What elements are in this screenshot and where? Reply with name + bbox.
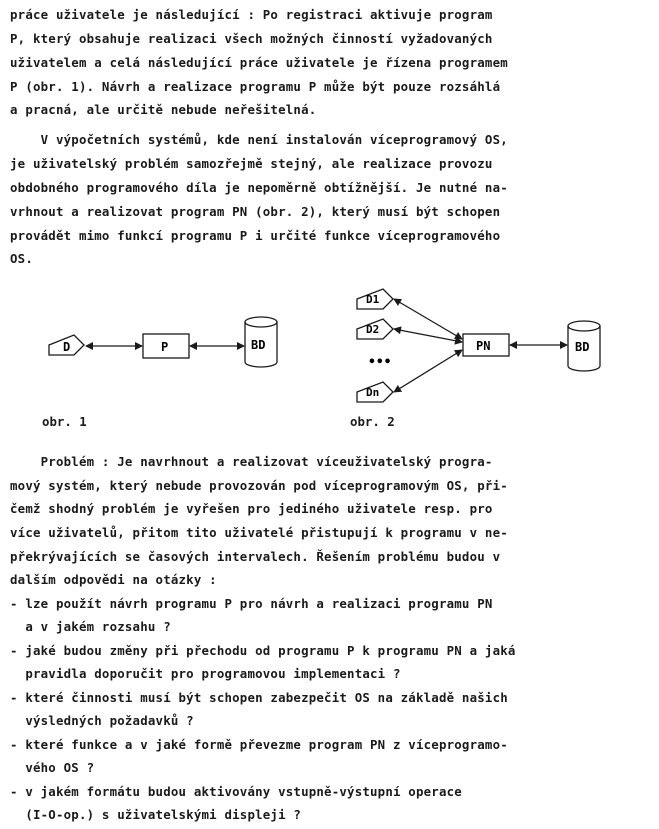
- para2-line: obdobného programového díla je nepoměrně obtížnější. Je nutné na-: [10, 180, 508, 195]
- para3-line: čemž shodný problém je vyřešen pro jediného uživatele resp. pro: [10, 501, 493, 516]
- fig1-caption: obr. 1: [42, 414, 87, 429]
- question-line: výsledných požadavků ?: [10, 713, 194, 728]
- question-line: pravidla doporučit pro programovou implementaci ?: [10, 666, 401, 681]
- fig2-program-label: PN: [476, 339, 491, 353]
- fig2-display-2-label: D2: [366, 323, 380, 336]
- para2-line: vrhnout a realizovat program PN (obr. 2), který musí být schopen: [10, 204, 501, 219]
- question-line: a v jakém rozsahu ?: [10, 619, 171, 634]
- question-line: vého OS ?: [10, 760, 95, 775]
- question-line: - které činnosti musí být schopen zabezpečit OS na základě našich: [10, 690, 508, 705]
- fig2-caption: obr. 2: [350, 414, 395, 429]
- fig1-program-label: P: [161, 340, 169, 354]
- figures: [0, 282, 659, 432]
- para3-line: mový systém, který nebude provozován pod víceprogramovým OS, při-: [10, 478, 508, 493]
- question-line: - v jakém formátu budou aktivovány vstupně-výstupní operace: [10, 784, 462, 799]
- para3-line: dalším odpovědi na otázky :: [10, 572, 217, 587]
- fig2-db-label: BD: [575, 340, 590, 354]
- para2-line: OS.: [10, 251, 33, 266]
- question-line: (I-O-op.) s uživatelskými displeji ?: [10, 807, 302, 822]
- para1-line: uživatelem a celá následující práce uživatele je řízena programem: [10, 55, 508, 70]
- fig1-display-label: D: [63, 340, 71, 354]
- para3-line: více uživatelů, přitom tito uživatelé přistupují k programu v ne-: [10, 525, 508, 540]
- para1-line: P (obr. 1). Návrh a realizace programu P může být pouze rozsáhlá: [10, 79, 501, 94]
- para2-line: V výpočetních systémů, kde není instalován víceprogramový OS,: [10, 132, 508, 147]
- para1-line: práce uživatele je následující : Po registraci aktivuje program: [10, 7, 493, 22]
- fig2-display-n-label: Dn: [366, 386, 380, 399]
- figure-2: [357, 289, 600, 402]
- fig2-ellipsis: •••: [368, 355, 392, 370]
- fig2-display-1-label: D1: [366, 293, 380, 306]
- question-line: - které funkce a v jaké formě převezme program PN z víceprogramo-: [10, 737, 508, 752]
- question-line: - lze použít návrh programu P pro návrh a realizaci programu PN: [10, 596, 493, 611]
- question-line: - jaké budou změny při přechodu od programu P k programu PN a jaká: [10, 643, 516, 658]
- figure-1: [49, 317, 277, 367]
- fig1-db-label: BD: [251, 338, 266, 352]
- fig2-link-d2: [394, 329, 462, 342]
- para2-line: provádět mimo funkcí programu P i určité funkce víceprogramového: [10, 228, 501, 243]
- para3-line: Problém : Je navrhnout a realizovat víceuživatelský progra-: [10, 454, 493, 469]
- para1-line: a pracná, ale určitě nebude neřešitelná.: [10, 102, 317, 117]
- para2-line: je uživatelský problém samozřejmě stejný, ale realizace provozu: [10, 156, 493, 171]
- fig2-link-d1: [394, 299, 462, 339]
- fig2-link-dn: [394, 350, 462, 392]
- para1-line: P, který obsahuje realizaci všech možných činností vyžadovaných: [10, 31, 493, 46]
- para3-line: překrývajících se časových intervalech. Řešením problému budou v: [10, 549, 501, 564]
